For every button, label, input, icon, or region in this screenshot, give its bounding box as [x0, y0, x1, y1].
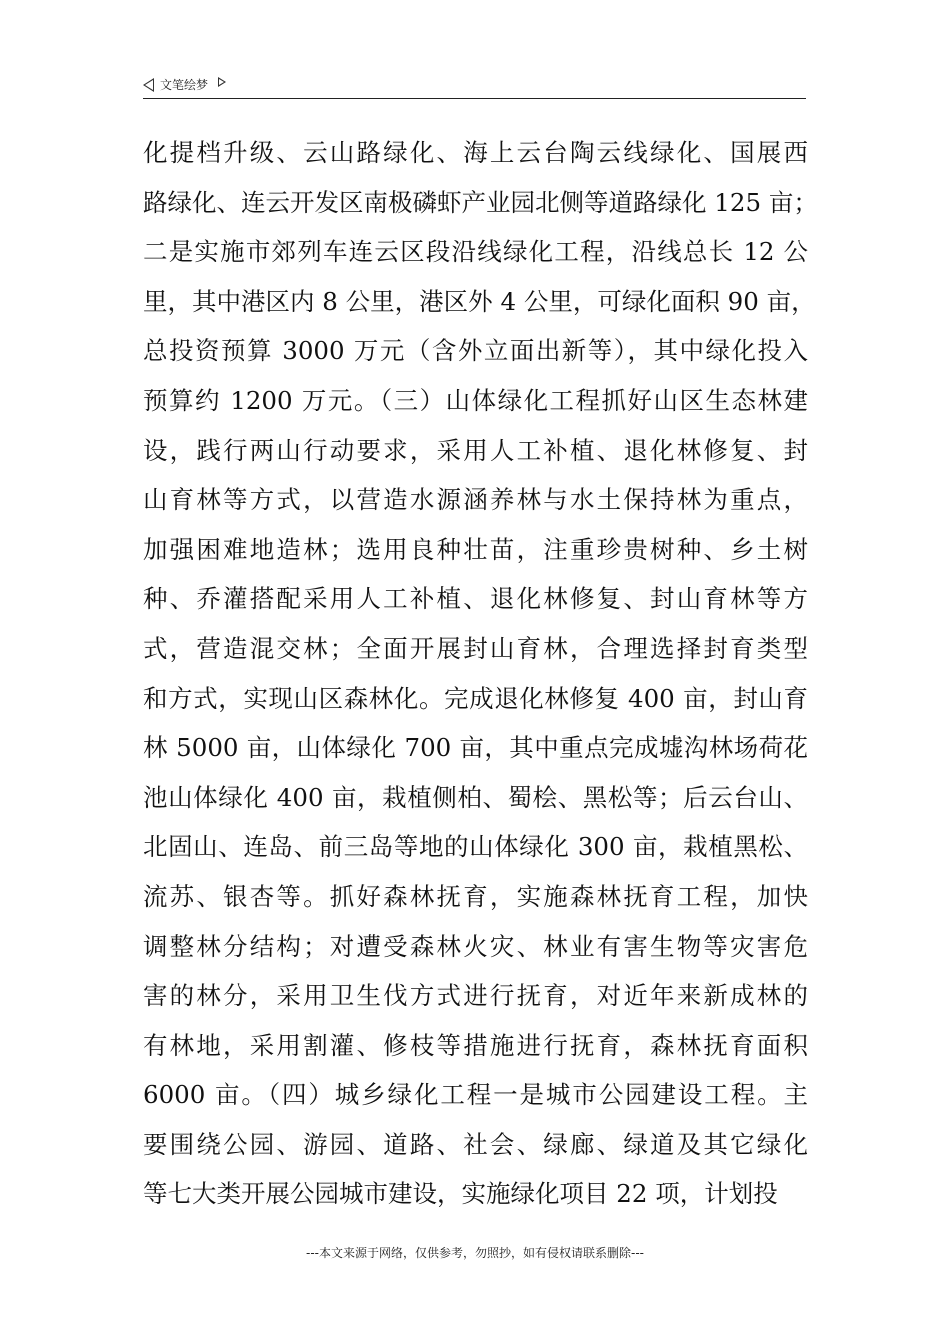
text-line: 6000 亩。（四）城乡绿化工程一是城市公园建设工程。主 — [143, 1080, 808, 1110]
text-line: 里，其中港区内 8 公里，港区外 4 公里，可绿化面积 90 亩， — [143, 286, 816, 316]
text-line: 要围绕公园、游园、道路、社会、绿廊、绿道及其它绿化 — [143, 1129, 808, 1159]
page-header — [143, 70, 806, 99]
text-line: 调整林分结构；对遭受森林火灾、林业有害生物等灾害危 — [143, 931, 808, 961]
text-line: 设，践行两山行动要求，采用人工补植、退化林修复、封 — [143, 435, 808, 465]
text-line: 等七大类开展公园城市建设，实施绿化项目 22 项，计划投 — [143, 1179, 778, 1209]
text-line: 二是实施市郊列车连云区段沿线绿化工程，沿线总长 12 公 — [143, 237, 808, 267]
triangle-left-icon — [143, 78, 154, 92]
text-line: 有林地，采用割灌、修枝等措施进行抚育，森林抚育面积 — [143, 1030, 808, 1060]
text-line: 路绿化、连云开发区南极磷虾产业园北侧等道路绿化 125 亩； — [143, 187, 818, 217]
text-line: 林 5000 亩，山体绿化 700 亩，其中重点完成墟沟林场荷花 — [143, 733, 808, 763]
text-line: 北固山、连岛、前三岛等地的山体绿化 300 亩，栽植黑松、 — [143, 832, 808, 862]
text-line: 加强困难地造林；选用良种壮苗，注重珍贵树种、乡土树 — [143, 534, 808, 564]
document-body — [143, 128, 818, 1219]
triangle-right-icon — [218, 77, 226, 87]
page-footer: ---本文来源于网络，仅供参考，勿照抄，如有侵权请联系删除--- — [306, 1246, 644, 1260]
text-line: 总投资预算 3000 万元（含外立面出新等），其中绿化投入 — [143, 336, 808, 366]
text-line: 池山体绿化 400 亩，栽植侧柏、蜀桧、黑松等；后云台山、 — [143, 782, 808, 812]
text-line: 种、乔灌搭配采用人工补植、退化林修复、封山育林等方 — [143, 584, 808, 614]
text-line: 和方式，实现山区森林化。完成退化林修复 400 亩，封山育 — [143, 683, 808, 713]
text-line: 山育林等方式，以营造水源涵养林与水土保持林为重点， — [143, 485, 808, 515]
brand-label: 文笔绘梦 — [160, 78, 209, 92]
text-line: 预算约 1200 万元。（三）山体绿化工程抓好山区生态林建 — [143, 385, 808, 415]
text-line: 害的林分，采用卫生伐方式进行抚育，对近年来新成林的 — [143, 981, 808, 1011]
header-brand — [143, 76, 226, 93]
text-line: 化提档升级、云山路绿化、海上云台陶云线绿化、国展西 — [143, 138, 808, 167]
text-line: 式，营造混交林；全面开展封山育林，合理选择封育类型 — [143, 633, 808, 663]
text-line: 流苏、银杏等。抓好森林抚育，实施森林抚育工程，加快 — [143, 881, 808, 911]
